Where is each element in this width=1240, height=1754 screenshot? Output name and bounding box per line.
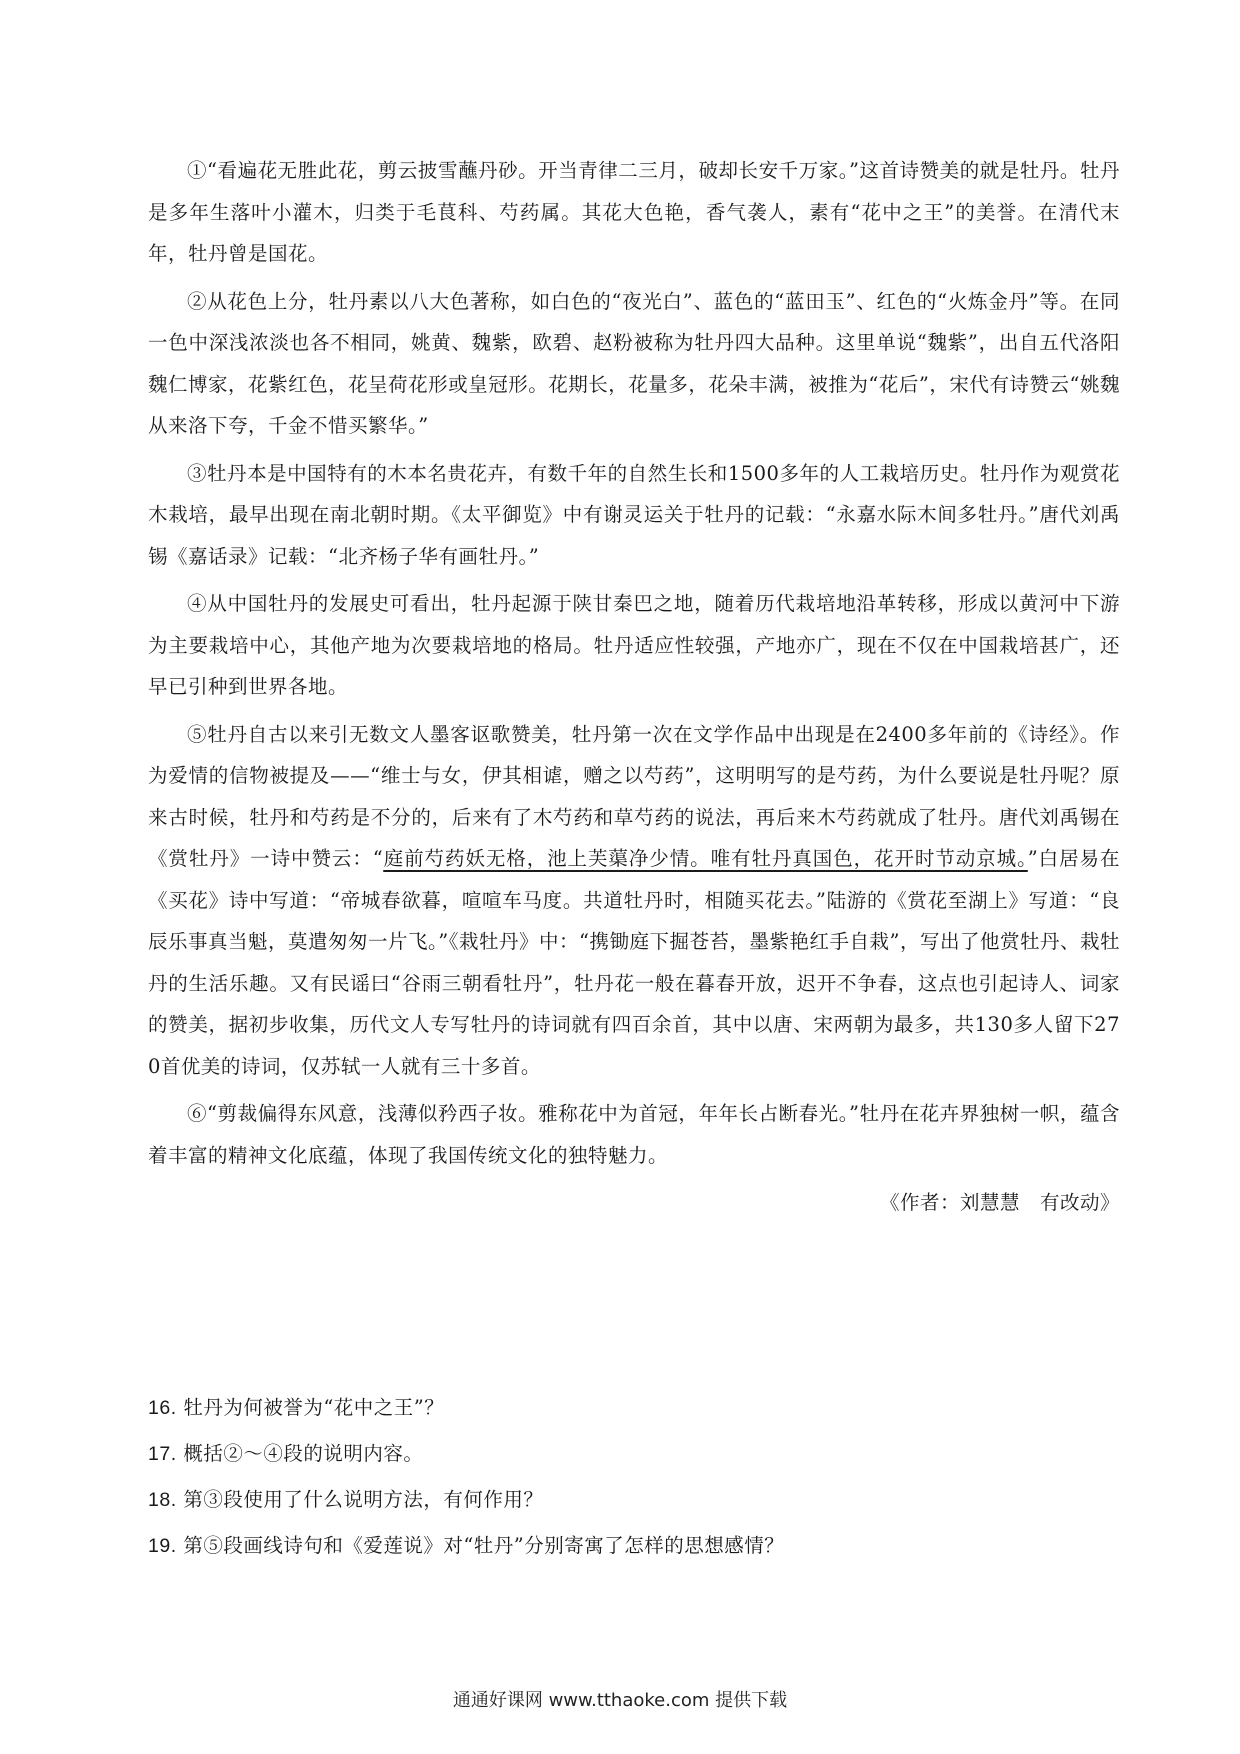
question-number: 16.: [148, 1397, 177, 1419]
article-body: [148, 150, 1120, 1224]
paragraph-2: ②从花色上分，牡丹素以八大色著称，如白色的“夜光白”、蓝色的“蓝田玉”、红色的“火炼金丹”等。在同一色中深浅浓淡也各不相同，姚黄、魏紫，欧碧、赵粉被称为牡丹四大品种。这里单说“魏紫”，出自五代洛阳魏仁博家，花紫红色，花呈荷花形或皇冠形。花期长，花量多，花朵丰满，被推为“花后”，宋代有诗赞云“姚魏从来洛下夸，千金不惜买繁华。”: [148, 289, 1120, 437]
question-list: [148, 1385, 1120, 1569]
underlined-poem: 庭前芍药妖无格，池上芙蕖净少情。唯有牡丹真国色，花开时节动京城。: [383, 847, 1028, 870]
paragraph-5: [148, 714, 1120, 1088]
question-16: [148, 1385, 1120, 1431]
question-19: [148, 1523, 1120, 1569]
paragraph-6: ⑥“剪裁偏得东风意，浅薄似矜西子妆。雅称花中为首冠，年年长占断春光。”牡丹在花卉界独树一帜，蕴含着丰富的精神文化底蕴，体现了我国传统文化的独特魅力。: [148, 1102, 1120, 1167]
question-text: 第⑤段画线诗句和《爱莲说》对“牡丹”分别寄寓了怎样的思想感情？: [183, 1534, 785, 1557]
question-18: [148, 1477, 1120, 1523]
question-number: 18.: [148, 1489, 177, 1511]
paragraph-5-text-b: ”白居易在《买花》诗中写道：“帝城春欲暮，喧喧车马度。共道牡丹时，相随买花去。”陆游的《赏花至湖上》写道：“良辰乐事真当魁，莫遣匆匆一片飞。”《栽牡丹》中：“携锄庭下掘苍苔，墨紫艳红手自栽”，写出了他赏牡丹、栽牡丹的生活乐趣。又有民谣曰“谷雨三朝看牡丹”，牡丹花一般在暮春开放，迟开不争春，这点也引起诗人、词家的赞美，据初步收集，历代文人专写牡丹的诗词就有四百余首，其中以唐、宋两朝为最多，共130多人留下270首优美的诗词，仅苏轼一人就有三十多首。: [148, 847, 1120, 1078]
question-text: 牡丹为何被誉为“花中之王”？: [183, 1396, 445, 1419]
question-17: [148, 1431, 1120, 1477]
paragraph-5-text-a: ⑤牡丹自古以来引无数文人墨客讴歌赞美，牡丹第一次在文学作品中出现是在2400多年前的《诗经》。作为爱情的信物被提及——“维士与女，伊其相谑，赠之以芍药”，这明明写的是芍药，为什么要说是牡丹呢？原来古时候，牡丹和芍药是不分的，后来有了木芍药和草芍药的说法，再后来木芍药就成了牡丹。唐代刘禹锡在《赏牡丹》一诗中赞云：“: [148, 722, 1120, 870]
question-text: 概括②～④段的说明内容。: [183, 1442, 424, 1465]
page-footer: 通通好课网 www.tthaoke.com 提供下载: [452, 1690, 788, 1711]
article-source: 《作者：刘慧慧 有改动》: [879, 1191, 1120, 1214]
paragraph-1: ①“看遍花无胜此花，剪云披雪蘸丹砂。开当青律二三月，破却长安千万家。”这首诗赞美的就是牡丹。牡丹是多年生落叶小灌木，归类于毛茛科、芍药属。其花大色艳，香气袭人，素有“花中之王”的美誉。在清代末年，牡丹曾是国花。: [148, 159, 1120, 265]
question-number: 17.: [148, 1443, 177, 1465]
paragraph-4: ④从中国牡丹的发展史可看出，牡丹起源于陕甘秦巴之地，随着历代栽培地沿革转移，形成以黄河中下游为主要栽培中心，其他产地为次要栽培地的格局。牡丹适应性较强，产地亦广，现在不仅在中国栽培甚广，还早已引种到世界各地。: [148, 592, 1120, 698]
question-number: 19.: [148, 1535, 177, 1557]
paragraph-3: ③牡丹本是中国特有的木本名贵花卉，有数千年的自然生长和1500多年的人工栽培历史。牡丹作为观赏花木栽培，最早出现在南北朝时期。《太平御览》中有谢灵运关于牡丹的记载：“永嘉水际木间多牡丹。”唐代刘禹锡《嘉话录》记载：“北齐杨子华有画牡丹。”: [148, 461, 1120, 568]
question-text: 第③段使用了什么说明方法，有何作用？: [183, 1488, 544, 1511]
